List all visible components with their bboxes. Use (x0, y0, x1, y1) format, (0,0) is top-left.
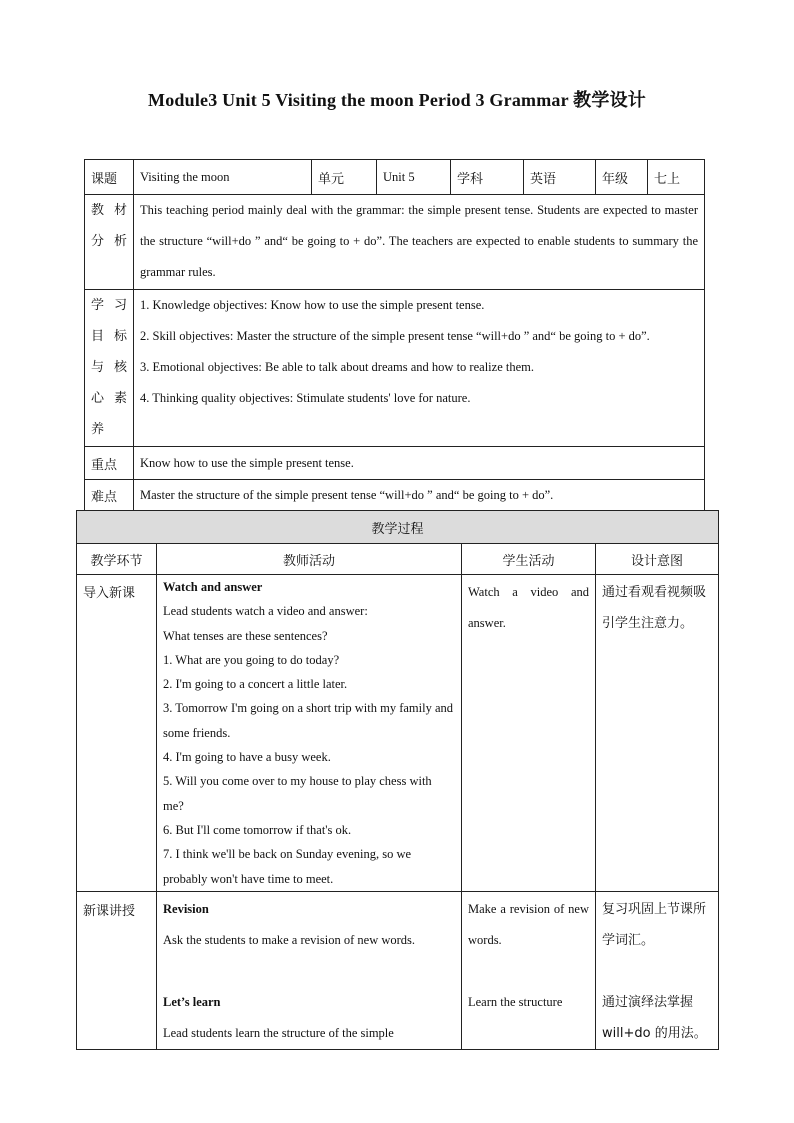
teacher-line: 5. Will you come over to my house to play chess with me? (163, 774, 432, 813)
unit-value: Unit 5 (377, 160, 451, 195)
stage-intro: 导入新课 (77, 575, 157, 892)
design-intent-new-lesson (596, 891, 719, 1049)
teacher-activity-intro (157, 575, 462, 892)
teacher-line: 4. I'm going to have a busy week. (163, 750, 331, 765)
grade-label: 年级 (596, 160, 648, 195)
teacher-line: 7. I think we'll be back on Sunday evening, so we probably won't have time to meet. (163, 847, 412, 886)
objective-item: 1. Knowledge objectives: Know how to use the simple present tense. (140, 298, 485, 312)
topic-value: Visiting the moon (134, 160, 312, 195)
header-student: 学生活动 (462, 544, 596, 575)
topic-label: 课题 (85, 160, 134, 195)
design-line: 复习巩固上节课所学词汇。 (602, 901, 707, 948)
key-point-text: Know how to use the simple present tense. (134, 447, 705, 480)
stage-new-lesson: 新课讲授 (77, 891, 157, 1049)
header-stage: 教学环节 (77, 544, 157, 575)
objective-item: 4. Thinking quality objectives: Stimulate students' love for nature. (140, 391, 471, 405)
teacher-line: Lead students watch a video and answer: (163, 604, 368, 619)
design-line: 通过演绎法掌握will+do 的用法。 (602, 994, 707, 1041)
teacher-activity-title: Let’s learn (163, 994, 221, 1009)
analysis-text: This teaching period mainly deal with the grammar: the simple present tense. Students are expected to master the structure “will+do ” and“ be going to + do”. The teachers are expected to enable students to summary the grammar rules. (134, 195, 705, 290)
subject-value: 英语 (524, 160, 596, 195)
info-table (84, 159, 705, 511)
student-line: Make a revision of new words. (468, 901, 589, 947)
objective-item: 2. Skill objectives: Master the structure of the simple present tense “will+do ” and“ be going to + do”. (140, 329, 650, 343)
teacher-activity-title: Revision (163, 901, 209, 916)
header-teacher: 教师活动 (157, 544, 462, 575)
teacher-activity-title: Watch and answer (163, 580, 263, 594)
student-line: Learn the structure (468, 994, 563, 1009)
header-design: 设计意图 (596, 544, 719, 575)
teacher-line: 3. Tomorrow I'm going on a short trip with my family and some friends. (163, 701, 454, 740)
process-band: 教学过程 (77, 511, 719, 544)
process-table (76, 510, 719, 1050)
difficult-point-label: 难点 (85, 480, 134, 511)
teacher-line: 2. I'm going to a concert a little later. (163, 677, 348, 692)
teacher-line: Lead students learn the structure of the simple (163, 1025, 394, 1040)
objectives-list (134, 290, 705, 447)
key-point-label: 重点 (85, 447, 134, 480)
student-activity-new-lesson (462, 891, 596, 1049)
objectives-label: 学习 目 标 与 核 心 素 养 (85, 290, 134, 447)
grade-value: 七上 (648, 160, 705, 195)
teacher-activity-new-lesson (157, 891, 462, 1049)
teacher-line: 6. But I'll come tomorrow if that's ok. (163, 822, 352, 837)
teacher-line: What tenses are these sentences? (163, 628, 328, 643)
objective-item: 3. Emotional objectives: Be able to talk about dreams and how to realize them. (140, 360, 534, 374)
unit-label: 单元 (312, 160, 377, 195)
teacher-line: Ask the students to make a revision of new words. (163, 932, 416, 947)
student-activity-intro: Watch a video and answer. (462, 575, 596, 892)
subject-label: 学科 (451, 160, 524, 195)
difficult-point-text: Master the structure of the simple present tense “will+do ” and“ be going to + do”. (134, 480, 705, 511)
analysis-label: 教 材 分析 (85, 195, 134, 290)
design-intent-intro: 通过看观看视频吸引学生注意力。 (596, 575, 719, 892)
page-title: Module3 Unit 5 Visiting the moon Period 3 Grammar 教学设计 (148, 90, 646, 110)
teacher-line: 1. What are you going to do today? (163, 652, 340, 667)
